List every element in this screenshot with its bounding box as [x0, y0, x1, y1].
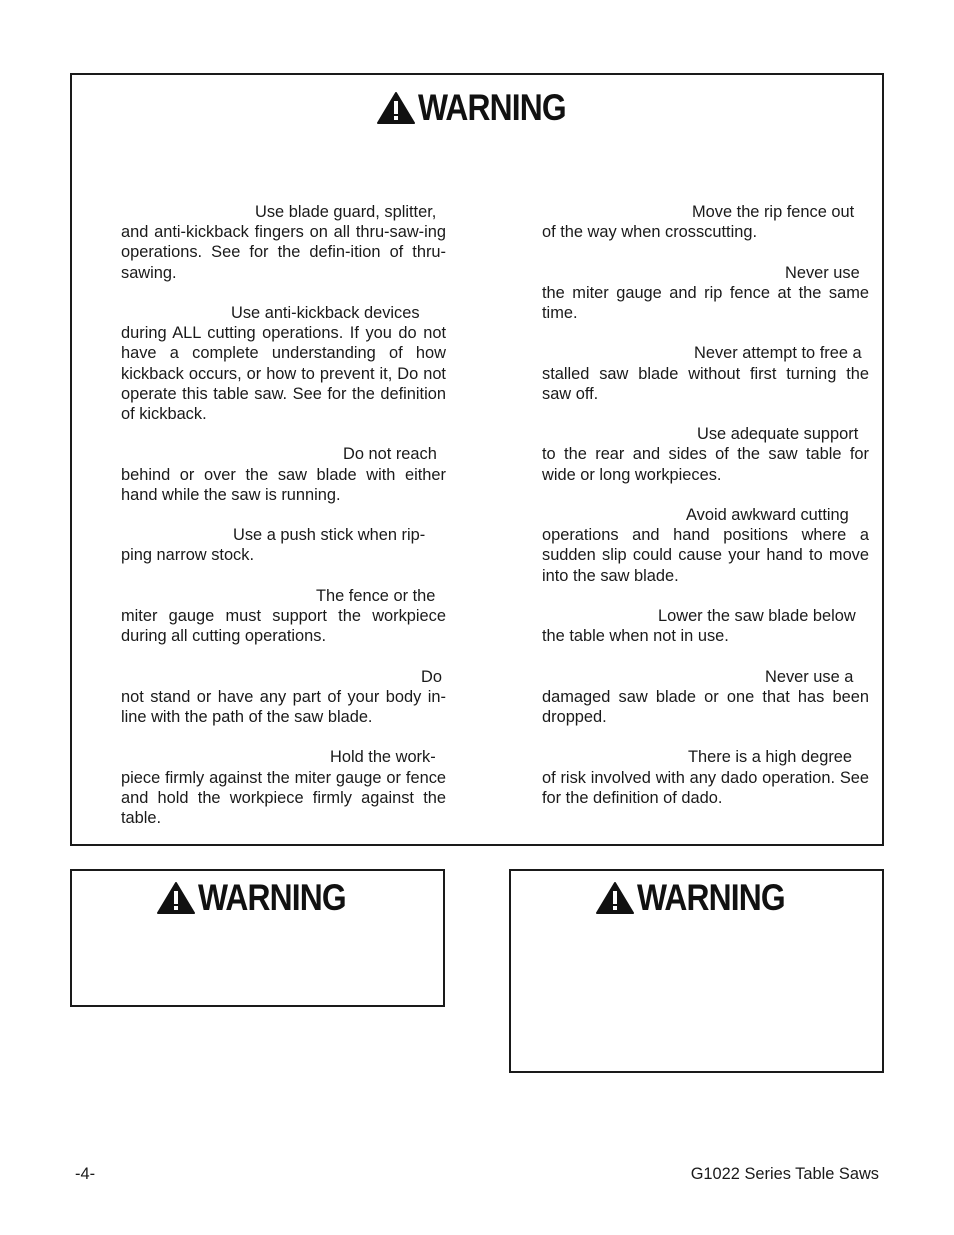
warning-item-text: of risk involved with any dado operation. See for the definition of dado. [542, 768, 869, 807]
warning-triangle-icon [156, 881, 196, 915]
warning-item-text: stalled saw blade without first turning the saw off. [542, 364, 869, 403]
warning-title: WARNING [637, 877, 785, 918]
warning-item-text: during ALL cutting operations. If you do not have a complete understanding of how kickback occurs, or how to prevent it, Do not operate this table saw. See for the definition of kickback. [121, 324, 446, 424]
warning-item-lead: Use a push stick when rip- [233, 526, 426, 545]
warning-item-lead: The fence or the [316, 586, 436, 605]
warning-banner [376, 89, 590, 126]
main-warning-box [70, 73, 884, 846]
page-number: -4- [75, 1165, 96, 1183]
warning-item [121, 667, 446, 728]
warning-title: WARNING [418, 87, 566, 128]
warning-item-lead: Use adequate support [697, 425, 859, 444]
warning-item [121, 586, 446, 647]
warning-item-lead: Never attempt to free a [694, 344, 862, 363]
warning-item-text: operations and hand positions where a sudden slip could cause your hand to move into the saw blade. [542, 526, 869, 585]
warning-item-lead: Never use [785, 263, 860, 282]
warning-item [121, 747, 446, 828]
warning-triangle-icon [595, 881, 635, 915]
warning-item-text: ping narrow stock. [121, 546, 255, 565]
warning-banner [156, 879, 370, 916]
warning-item-text: not stand or have any part of your body in-line with the path of the saw blade. [121, 687, 446, 726]
warning-item [542, 667, 869, 728]
warning-item [121, 444, 446, 505]
warning-item-text: the table when not in use. [542, 627, 729, 646]
warning-item-lead: Move the rip fence out [692, 203, 855, 221]
warning-item-text: and anti-kickback fingers on all thru-saw-ing operations. See for the defin-ition of thru-sawing. [121, 223, 446, 282]
right-small-warning-box [509, 869, 884, 1073]
warning-item-lead: Use anti-kickback devices [231, 304, 420, 322]
warning-item [542, 263, 869, 324]
warning-item-text: damaged saw blade or one that has been dropped. [542, 687, 869, 726]
warning-item [542, 505, 869, 586]
warning-item-lead: Do not reach [343, 445, 437, 464]
warning-item-text: behind or over the saw blade with either hand while the saw is running. [121, 465, 446, 504]
warning-item-lead: Never use a [765, 667, 854, 686]
warning-item-text: piece firmly against the miter gauge or fence and hold the workpiece firmly against the table. [121, 768, 446, 827]
warning-item [121, 202, 446, 283]
warning-item-lead: Avoid awkward cutting [686, 505, 849, 524]
warning-item-lead: Use blade guard, splitter, [255, 203, 437, 221]
warning-item-lead: Hold the work- [330, 748, 436, 767]
warning-item-lead: There is a high degree [688, 748, 853, 767]
warning-banner [595, 879, 809, 916]
right-warning-list [542, 202, 869, 808]
warning-item [542, 424, 869, 485]
warning-triangle-icon [376, 91, 416, 125]
warning-title: WARNING [198, 877, 346, 918]
left-warning-list [121, 202, 446, 828]
warning-item-text: to the rear and sides of the saw table for wide or long workpieces. [542, 445, 869, 484]
warning-item-text: miter gauge must support the workpiece during all cutting operations. [121, 607, 446, 646]
left-small-warning-box [70, 869, 445, 1007]
warning-item [542, 747, 869, 808]
warning-item [542, 606, 869, 646]
warning-item-lead: Do [421, 667, 442, 686]
warning-item [542, 343, 869, 404]
warning-item-text: of the way when crosscutting. [542, 223, 758, 242]
warning-item-lead: Lower the saw blade below [658, 606, 856, 625]
warning-item [121, 303, 446, 424]
document-title: G1022 Series Table Saws [690, 1165, 879, 1183]
warning-item-text: the miter gauge and rip fence at the same time. [542, 283, 869, 322]
warning-item [542, 202, 869, 242]
warning-item [121, 525, 446, 565]
